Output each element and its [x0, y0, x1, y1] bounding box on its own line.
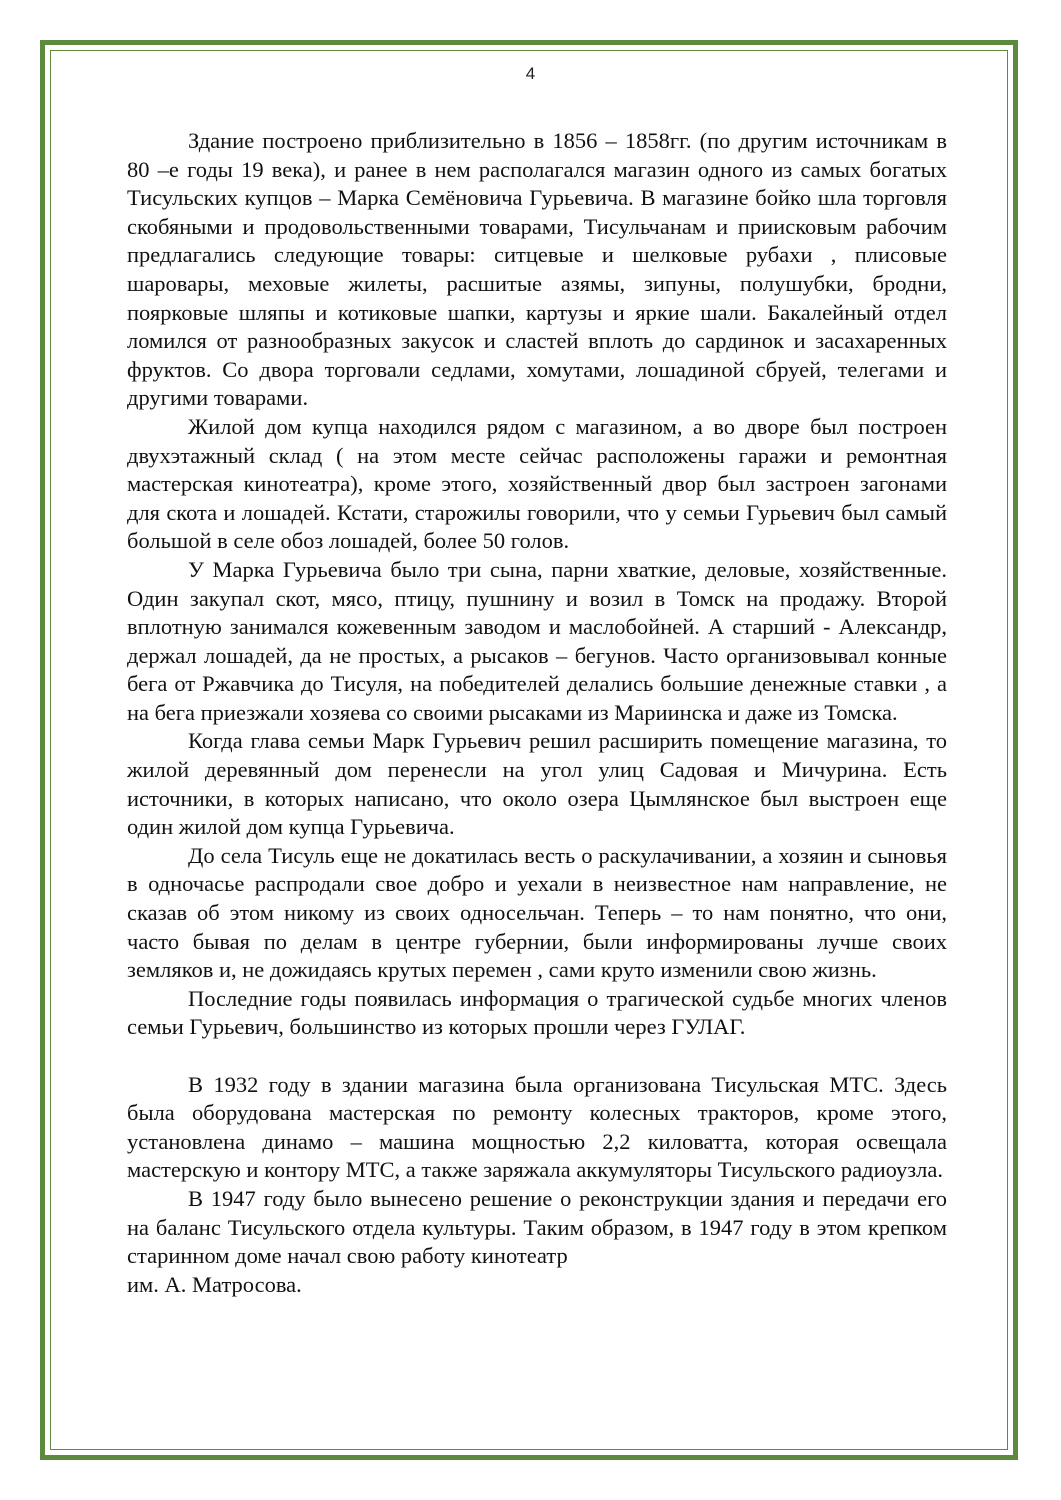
article-body [127, 127, 947, 1299]
paragraph-7: В 1932 году в здании магазина была организована Тисульская МТС. Здесь была оборудована мастерская по ремонту колесных тракторов, кроме этого, установлена динамо – машина мощностью 2,2 киловатта, которая освещала мастерскую и контору МТС, а также заряжала аккумуляторы Тисульского радиоузла. [127, 1071, 947, 1183]
paragraph-3: У Марка Гурьевича было три сына, парни хваткие, деловые, хозяйственные. Один закупал скот, мясо, птицу, пушнину и возил в Томск на продажу. Второй вплотную занимался кожевенным заводом и маслобойней. А старший - Александр, держал лошадей, да не простых, а рысаков – бегунов. Часто организовывал конные бега от Ржавчика до Тисуля, на победителей делались большие денежные ставки , а на бега приезжали хозяева со своими рысаками из Мариинска и даже из Томска. [127, 556, 947, 725]
paragraph-8: В 1947 году было вынесено решение о реконструкции здания и передачи его на баланс Тисульского отдела культуры. Таким образом, в 1947 году в этом крепком старинном доме начал свою работу кинотеатр [127, 1185, 947, 1269]
page-number: 4 [525, 64, 536, 83]
paragraph-5: До села Тисуль еще не докатилась весть о раскулачивании, а хозяин и сыновья в одночасье распродали свое добро и уехали в неизвестное нам направление, не сказав об этом никому из своих односельчан. Теперь – то нам понятно, что они, часто бывая по делам в центре губернии, были информированы лучше своих земляков и, не дожидаясь крутых перемен , сами круто изменили свою жизнь. [127, 842, 947, 983]
paragraph-4: Когда глава семьи Марк Гурьевич решил расширить помещение магазина, то жилой деревянный дом перенесли на угол улиц Садовая и Мичурина. Есть источники, в которых написано, что около озера Цымлянское был выстроен еще один жилой дом купца Гурьевича. [127, 728, 947, 840]
paragraph-2: Жилой дом купца находился рядом с магазином, а во дворе был построен двухэтажный склад ( на этом месте сейчас расположены гаражи и ремонтная мастерская кинотеатра), кроме этого, хозяйственный двор был застроен загонами для скота и лошадей. Кстати, старожилы говорили, что у семьи Гурьевич был самый большой в селе обоз лошадей, более 50 голов. [127, 413, 947, 554]
paragraph-6: Последние годы появилась информация о трагической судьбе многих членов семьи Гурьевич, большинство из которых прошли через ГУЛАГ. [127, 985, 947, 1040]
paragraph-1: Здание построено приблизительно в 1856 – 1858гг. (по другим источникам в 80 –е годы 19 века), и ранее в нем располагался магазин одного из самых богатых Тисульских купцов – Марка Семёновича Гурьевича. В магазине бойко шла торговля скобяными и продовольственными товарами, Тисульчанам и приисковым рабочим предлагались следующие товары: ситцевые и шелковые рубахи , плисовые шаровары, меховые жилеты, расшитые азямы, зипуны, полушубки, бродни, поярковые шляпы и котиковые шапки, картузы и яркие шали. Бакалейный отдел ломился от разнообразных закусок и сластей вплоть до сардинок и засахаренных фруктов. Со двора торговали седлами, хомутами, лошадиной сбруей, телегами и другими товарами. [127, 128, 947, 411]
paragraph-gap [127, 1042, 947, 1071]
paragraph-9: им. А. Матросова. [127, 1271, 302, 1297]
